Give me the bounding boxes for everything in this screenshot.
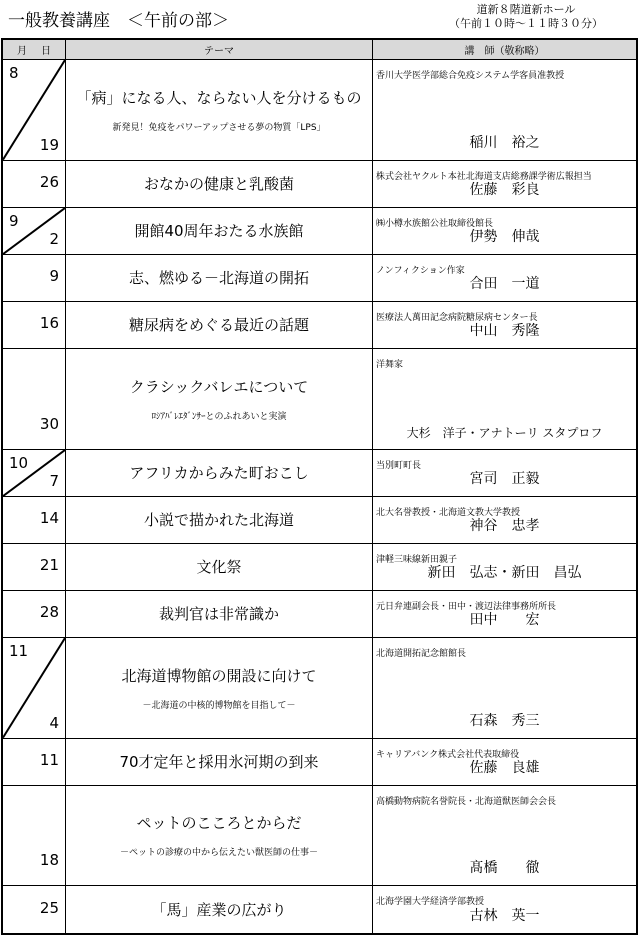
date-cell xyxy=(2,160,66,207)
theme-cell xyxy=(66,590,373,637)
theme-cell xyxy=(66,637,373,738)
speaker-affiliation: ノンフィクション作家 xyxy=(376,265,465,276)
speaker-cell xyxy=(373,60,638,161)
date-cell xyxy=(2,543,66,590)
theme-title: 糖尿病をめぐる最近の話題 xyxy=(128,316,309,335)
table-row xyxy=(2,160,637,207)
theme-cell xyxy=(66,886,373,934)
table-row xyxy=(2,301,637,348)
table-row xyxy=(2,637,637,738)
speaker-name: 大杉 洋子・アナトーリ スタプロフ xyxy=(406,425,603,440)
day-value: 18 xyxy=(39,851,59,870)
theme-cell xyxy=(66,301,373,348)
speaker-header: 講 師（敬称略） xyxy=(373,39,638,60)
theme-title: 志、燃ゆる－北海道の開拓 xyxy=(128,269,309,288)
table-row xyxy=(2,886,637,934)
table-row xyxy=(2,207,637,254)
date-cell xyxy=(2,207,66,254)
theme-cell xyxy=(66,60,373,161)
date-cell xyxy=(2,496,66,543)
speaker-affiliation: 洋舞家 xyxy=(376,359,404,370)
day-value: 16 xyxy=(39,313,59,332)
theme-cell xyxy=(66,543,373,590)
table-row xyxy=(2,449,637,496)
speaker-name: 髙橋 徹 xyxy=(469,860,540,877)
date-cell xyxy=(2,590,66,637)
day-value: 11 xyxy=(39,750,59,769)
speaker-cell xyxy=(373,785,638,886)
day-header: 日 xyxy=(41,46,51,57)
theme-title: クラシックバレエについて xyxy=(129,377,309,396)
speaker-name: 合田 一道 xyxy=(469,275,540,292)
date-cell xyxy=(2,254,66,301)
speaker-cell xyxy=(373,301,638,348)
theme-cell xyxy=(66,449,373,496)
theme-title: 小説で描かれた北海道 xyxy=(143,511,294,530)
table-row xyxy=(2,60,637,161)
theme-cell xyxy=(66,348,373,449)
speaker-cell xyxy=(373,254,638,301)
speaker-cell xyxy=(373,160,638,207)
table-row xyxy=(2,738,637,785)
date-cell xyxy=(2,637,66,738)
day-value: 19 xyxy=(39,135,59,154)
speaker-name: 新田 弘志・新田 昌弘 xyxy=(427,564,582,581)
date-cell xyxy=(2,449,66,496)
speaker-affiliation: 北大名誉教授・北海道文教大学教授 xyxy=(376,507,521,518)
theme-header: テーマ xyxy=(66,39,373,60)
speaker-affiliation: 当別町町長 xyxy=(376,460,422,471)
speaker-affiliation: ㈱小樽水族館公社取締役館長 xyxy=(376,218,494,229)
speaker-cell xyxy=(373,496,638,543)
venue-name: 道新８階道新ホール xyxy=(476,3,576,16)
speaker-cell xyxy=(373,449,638,496)
speaker-cell xyxy=(373,207,638,254)
theme-title: 「病」になる人、ならない人を分けるもの xyxy=(76,88,362,107)
speaker-name: 佐藤 良雄 xyxy=(469,759,540,776)
theme-cell xyxy=(66,160,373,207)
month-value: 9 xyxy=(9,211,19,230)
speaker-cell xyxy=(373,637,638,738)
speaker-affiliation: 医療法人萬田記念病院糖尿病センター長 xyxy=(376,312,538,323)
day-value: 4 xyxy=(49,713,59,732)
theme-subtitle: －北海道の中核的博物館を目指して－ xyxy=(142,700,296,711)
table-row xyxy=(2,785,637,886)
month-value: 11 xyxy=(9,641,29,660)
theme-title: 裁判官は非常識か xyxy=(158,605,279,624)
speaker-name: 石森 秀三 xyxy=(469,712,540,729)
theme-title: おなかの健康と乳酸菌 xyxy=(143,175,294,194)
speaker-affiliation: 高橋動物病院名誉院長・北海道獣医師会会長 xyxy=(376,796,557,807)
speaker-name: 佐藤 彩良 xyxy=(469,181,540,198)
speaker-affiliation: 香川大学医学部総合免疫システム学客員准教授 xyxy=(376,71,565,81)
theme-cell xyxy=(66,207,373,254)
table-header-row xyxy=(2,39,637,60)
theme-cell xyxy=(66,785,373,886)
theme-cell xyxy=(66,738,373,785)
speaker-cell xyxy=(373,886,638,934)
table-row xyxy=(2,348,637,449)
theme-title: アフリカからみた町おこし xyxy=(129,464,309,483)
day-value: 28 xyxy=(39,602,59,621)
theme-title: 北海道博物館の開設に向けて xyxy=(121,666,317,685)
theme-subtitle: ﾛｼｱﾊﾞﾚｴﾀﾞﾝｻｰとのふれあいと実演 xyxy=(151,411,287,422)
speaker-cell xyxy=(373,738,638,785)
speaker-affiliation: 北海学園大学経済学部教授 xyxy=(376,897,485,908)
speaker-cell xyxy=(373,348,638,449)
speaker-name: 伊勢 伸哉 xyxy=(469,228,540,245)
speaker-cell xyxy=(373,543,638,590)
day-value: 9 xyxy=(49,266,59,285)
speaker-affiliation: 津軽三味線新田親子 xyxy=(376,554,458,565)
speaker-name: 稲川 裕之 xyxy=(469,134,540,151)
speaker-cell xyxy=(373,590,638,637)
date-cell xyxy=(2,886,66,934)
day-value: 26 xyxy=(39,172,59,191)
theme-title: 開館40周年おたる水族館 xyxy=(134,222,304,241)
date-cell xyxy=(2,785,66,886)
day-value: 21 xyxy=(39,555,59,574)
speaker-name: 中山 秀隆 xyxy=(469,322,540,339)
venue-time: （午前１０時～１１時３０分） xyxy=(449,17,603,30)
speaker-affiliation: キャリアバンク株式会社代表取締役 xyxy=(376,749,520,760)
speaker-affiliation: 北海道開拓記念館館長 xyxy=(376,648,467,659)
lecture-schedule-table xyxy=(1,38,638,935)
speaker-name: 古林 英一 xyxy=(469,908,540,924)
month-value: 10 xyxy=(9,453,29,472)
date-cell xyxy=(2,301,66,348)
venue-info xyxy=(420,3,632,31)
day-value: 25 xyxy=(39,899,59,917)
theme-subtitle: 新発見！免疫をパワーアップさせる夢の物質「LPS」 xyxy=(112,122,326,133)
table-row xyxy=(2,543,637,590)
day-value: 14 xyxy=(39,508,59,527)
date-cell xyxy=(2,60,66,161)
table-row xyxy=(2,254,637,301)
table-row xyxy=(2,496,637,543)
speaker-name: 神谷 忠孝 xyxy=(469,517,540,534)
day-value: 30 xyxy=(39,414,59,433)
month-header: 月 xyxy=(17,46,27,57)
table-row xyxy=(2,590,637,637)
date-header xyxy=(2,39,66,60)
date-cell xyxy=(2,348,66,449)
speaker-name: 田中 宏 xyxy=(469,611,540,628)
speaker-affiliation: 株式会社ヤクルト本社北海道支店総務課学術広報担当 xyxy=(376,171,592,182)
speaker-affiliation: 元日弁連副会長・田中・渡辺法律事務所所長 xyxy=(376,601,557,612)
theme-cell xyxy=(66,254,373,301)
page-title: 一般教養講座 ＜午前の部＞ xyxy=(8,11,229,31)
theme-title: ペットのこころとからだ xyxy=(136,814,302,833)
theme-cell xyxy=(66,496,373,543)
theme-title: 文化祭 xyxy=(196,558,242,577)
date-cell xyxy=(2,738,66,785)
day-value: 2 xyxy=(49,229,59,248)
theme-subtitle: －ペットの診療の中から伝えたい獣医師の仕事－ xyxy=(119,848,318,859)
month-value: 8 xyxy=(9,64,19,82)
speaker-name: 宮司 正毅 xyxy=(469,470,540,487)
theme-title: 70才定年と採用氷河期の到来 xyxy=(119,753,319,772)
day-value: 7 xyxy=(49,471,59,490)
theme-title: 「馬」産業の広がり xyxy=(151,901,287,920)
